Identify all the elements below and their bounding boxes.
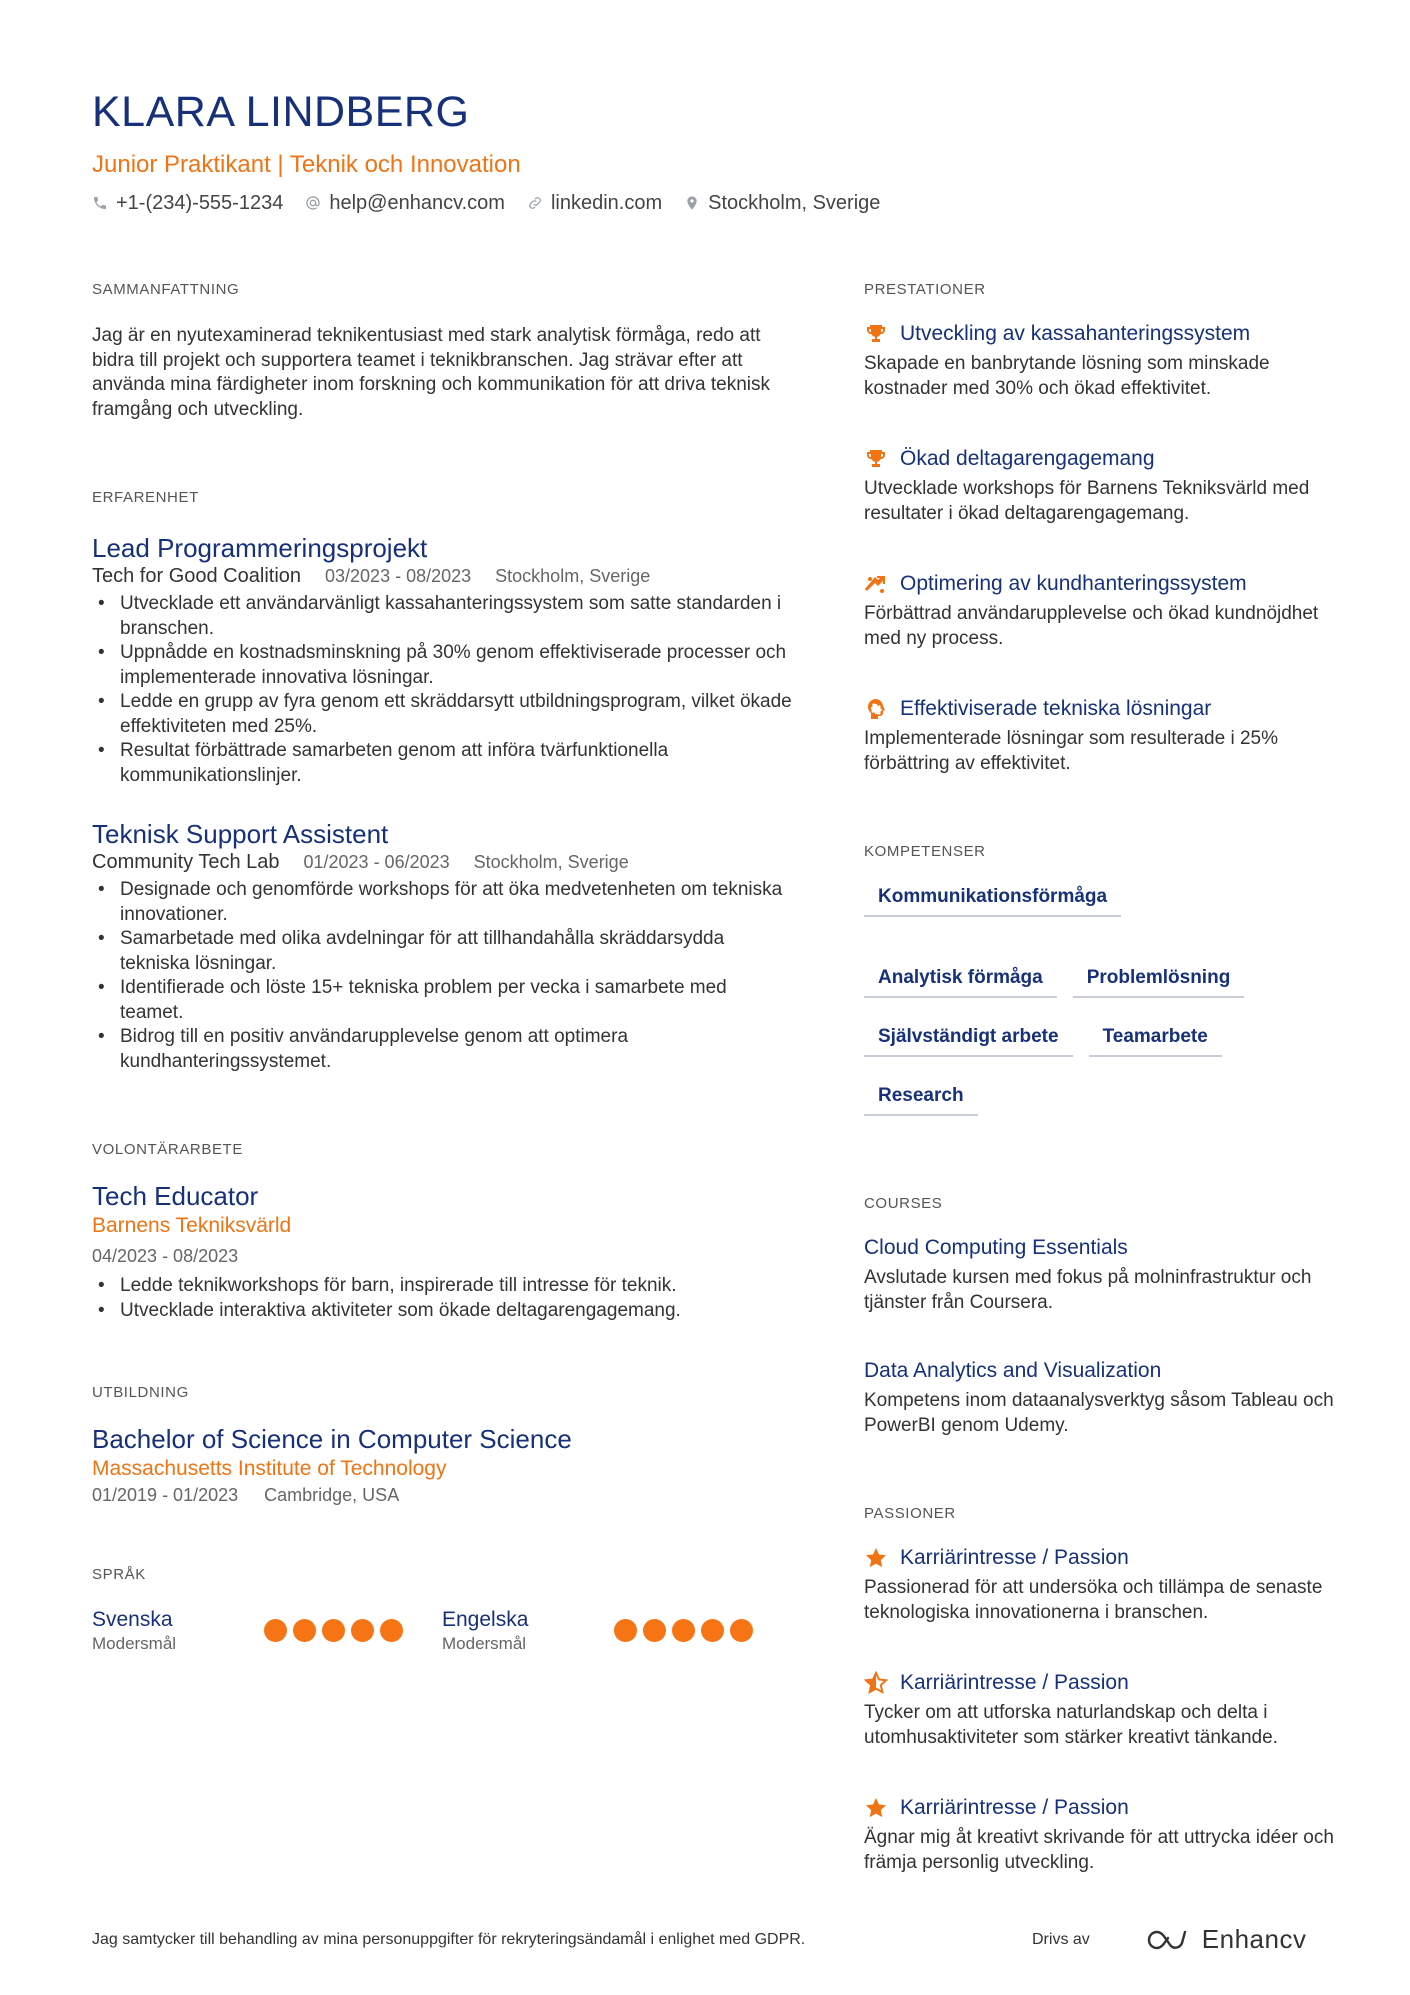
powered-by-label: Drivs av <box>1032 1930 1090 1948</box>
bullet-item: • Resultat förbättrade samarbeten genom att införa tvärfunktionella kommunikationslinjer. <box>92 739 792 788</box>
experience-meta <box>92 850 792 874</box>
bullet-item: • Identifierade och löste 15+ tekniska problem per vecka i samarbete med teamet. <box>92 976 792 1025</box>
optimize-icon <box>864 572 888 596</box>
candidate-name: KLARA LINDBERG <box>92 88 470 136</box>
summary-section <box>92 280 792 422</box>
passion-desc: Tycker om att utforska naturlandskap och delta i utomhusaktiviteter som stärker kreativt tänkande. <box>864 1702 1278 1748</box>
skill-tag: Research <box>864 1079 978 1116</box>
achievement-title: Utveckling av kassahanteringssystem <box>900 322 1251 345</box>
achievement-desc: Utvecklade workshops för Barnens Tekniksvärld med resultater i ökad deltagarengagemang. <box>864 478 1310 524</box>
enhancv-logo[interactable] <box>1146 1924 1307 1955</box>
course-desc: Kompetens inom dataanalysverktyg såsom Tableau och PowerBI genom Udemy. <box>864 1390 1334 1436</box>
rating-dot <box>380 1619 403 1642</box>
experience-section <box>92 488 792 1074</box>
course-item <box>864 1357 1334 1438</box>
languages-section <box>92 1565 792 1655</box>
course-title: Data Analytics and Visualization <box>864 1359 1162 1382</box>
achievement-item <box>864 570 1334 651</box>
bullet-item: • Samarbetade med olika avdelningar för att tillhandahålla skräddarsydda tekniska lösningar. <box>92 927 792 976</box>
contact-phone[interactable] <box>92 190 283 216</box>
language-text <box>92 1607 264 1655</box>
experience-location: Stockholm, Sverige <box>495 566 651 586</box>
rating-dot <box>322 1619 345 1642</box>
language-rating <box>614 1619 753 1642</box>
bullet-item: • Ledde en grupp av fyra genom ett skräddarsytt utbildningsprogram, vilket ökade effektiviteten med 25%. <box>92 690 792 739</box>
rating-dot <box>614 1619 637 1642</box>
section-title-volunteer: VOLONTÄRARBETE <box>92 1141 243 1158</box>
language-item <box>92 1607 442 1655</box>
rating-dot <box>701 1619 724 1642</box>
enhancv-logo-mark-icon <box>1146 1928 1192 1952</box>
head-gear-icon <box>864 697 888 721</box>
volunteer-section <box>92 1140 792 1323</box>
skills-section <box>864 842 1334 1116</box>
volunteer-role: Tech Educator <box>92 1181 259 1211</box>
skills-list <box>864 880 1324 1116</box>
phone-text: +1-(234)-555-1234 <box>116 192 284 214</box>
section-title-summary: SAMMANFATTNING <box>92 281 240 298</box>
experience-role: Lead Programmeringsprojekt <box>92 533 428 563</box>
footer <box>92 1924 1322 1955</box>
skill-tag: Kommunikationsförmåga <box>864 880 1121 917</box>
skill-tag: Problemlösning <box>1073 961 1245 998</box>
linkedin-text: linkedin.com <box>550 192 663 214</box>
half-star-icon <box>864 1671 888 1695</box>
experience-company: Tech for Good Coalition <box>92 565 302 587</box>
contact-linkedin[interactable] <box>527 190 662 216</box>
resume-header <box>92 86 1322 216</box>
passion-item <box>864 1669 1334 1750</box>
section-title-languages: SPRÅK <box>92 1566 146 1583</box>
bullet-item: • Bidrog till en positiv användarupplevelse genom att optimera kundhanteringssystemet. <box>92 1025 792 1074</box>
achievement-head <box>864 695 1334 723</box>
passion-desc: Ägnar mig åt kreativt skrivande för att uttrycka idéer och främja personlig utveckling. <box>864 1827 1334 1873</box>
education-meta <box>92 1483 792 1507</box>
left-column <box>92 280 792 1655</box>
education-location: Cambridge, USA <box>264 1485 400 1505</box>
education-school: Massachusetts Institute of Technology <box>92 1457 447 1480</box>
skill-tag: Teamarbete <box>1089 1020 1222 1057</box>
section-title-achievements: PRESTATIONER <box>864 281 986 298</box>
passion-head <box>864 1794 1334 1822</box>
rating-dot <box>351 1619 374 1642</box>
rating-dot <box>643 1619 666 1642</box>
passion-title: Karriärintresse / Passion <box>900 1796 1129 1819</box>
achievement-item <box>864 695 1334 776</box>
achievement-title: Ökad deltagarengagemang <box>900 447 1155 470</box>
language-rating <box>264 1619 403 1642</box>
passion-title: Karriärintresse / Passion <box>900 1671 1129 1694</box>
brand-name: Enhancv <box>1201 1924 1307 1954</box>
bullet-item: • Uppnådde en kostnadsminskning på 30% genom effektiviserade processer och implementerade innovativa lösningar. <box>92 641 792 690</box>
location-text: Stockholm, Sverige <box>708 192 881 214</box>
language-name: Svenska <box>92 1608 173 1631</box>
bullet-item: • Designade och genomförde workshops för att öka medvetenheten om tekniska innovationer. <box>92 878 792 927</box>
language-item <box>442 1607 792 1655</box>
email-text: help@enhancv.com <box>329 192 505 214</box>
bullet-item: • Ledde teknikworkshops för barn, inspirerade till intresse för teknik. <box>92 1274 792 1299</box>
rating-dot <box>730 1619 753 1642</box>
course-item <box>864 1234 1334 1315</box>
passion-title: Karriärintresse / Passion <box>900 1546 1129 1569</box>
at-icon <box>305 195 321 211</box>
experience-item <box>92 818 792 1074</box>
language-level: Modersmål <box>442 1634 527 1653</box>
section-title-experience: ERFARENHET <box>92 489 199 506</box>
phone-icon <box>92 195 108 211</box>
language-name: Engelska <box>442 1608 529 1631</box>
volunteer-bullets <box>92 1274 792 1323</box>
achievement-title: Effektiviserade tekniska lösningar <box>900 697 1212 720</box>
gdpr-consent-text: Jag samtycker till behandling av mina personuppgifter för rekryteringsändamål i enlighet med GDPR. <box>92 1930 806 1948</box>
achievement-desc: Förbättrad användarupplevelse och ökad kundnöjdhet med ny process. <box>864 603 1319 649</box>
experience-dates: 01/2023 - 06/2023 <box>303 852 450 872</box>
achievement-title: Optimering av kundhanteringssystem <box>900 572 1247 595</box>
volunteer-org: Barnens Tekniksvärld <box>92 1214 292 1237</box>
experience-item <box>92 532 792 788</box>
achievement-desc: Implementerade lösningar som resulterade i 25% förbättring av effektivitet. <box>864 728 1278 774</box>
contact-email[interactable] <box>305 190 505 216</box>
passions-section <box>864 1504 1334 1875</box>
education-degree: Bachelor of Science in Computer Science <box>92 1424 572 1454</box>
section-title-passions: PASSIONER <box>864 1505 956 1522</box>
courses-section <box>864 1194 1334 1438</box>
language-level: Modersmål <box>92 1634 177 1653</box>
language-text <box>442 1607 614 1655</box>
achievement-item <box>864 445 1334 526</box>
location-pin-icon <box>684 195 700 211</box>
bullet-item: • Utvecklade ett användarvänligt kassahanteringssystem som satte standarden i branschen. <box>92 592 792 641</box>
languages-list <box>92 1607 792 1655</box>
star-icon <box>864 1796 888 1820</box>
experience-bullets <box>92 592 792 788</box>
skill-tag: Analytisk förmåga <box>864 961 1057 998</box>
summary-text: Jag är en nyutexaminerad teknikentusiast med stark analytisk förmåga, redo att bidra till projekt och supportera teamet i teknikbranschen. Jag strävar efter att använda mina färdigheter inom forskning och kommunikation för att driva teknisk framgång och utveckling. <box>92 325 771 420</box>
section-title-skills: KOMPETENSER <box>864 843 986 860</box>
contact-bar <box>92 190 1322 216</box>
passion-head <box>864 1669 1334 1697</box>
experience-meta <box>92 564 792 588</box>
education-dates: 01/2019 - 01/2023 <box>92 1485 239 1505</box>
passion-desc: Passionerad för att undersöka och tillämpa de senaste teknologiska innovationerna i branschen. <box>864 1577 1323 1623</box>
experience-company: Community Tech Lab <box>92 851 280 873</box>
course-desc: Avslutade kursen med fokus på molninfrastruktur och tjänster från Coursera. <box>864 1267 1312 1313</box>
experience-bullets <box>92 878 792 1074</box>
achievements-section <box>864 280 1334 776</box>
achievement-head <box>864 445 1334 473</box>
passion-head <box>864 1544 1334 1572</box>
experience-role: Teknisk Support Assistent <box>92 819 389 849</box>
right-column <box>864 280 1334 1875</box>
trophy-icon <box>864 447 888 471</box>
achievement-head <box>864 570 1334 598</box>
rating-dot <box>264 1619 287 1642</box>
candidate-headline: Junior Praktikant | Teknik och Innovation <box>92 151 521 178</box>
link-icon <box>527 195 543 211</box>
contact-location <box>684 190 880 216</box>
trophy-icon <box>864 322 888 346</box>
course-title: Cloud Computing Essentials <box>864 1236 1128 1259</box>
achievement-head <box>864 320 1334 348</box>
rating-dot <box>293 1619 316 1642</box>
achievement-item <box>864 320 1334 401</box>
achievement-desc: Skapade en banbrytande lösning som minskade kostnader med 30% och ökad effektivitet. <box>864 353 1270 399</box>
rating-dot <box>672 1619 695 1642</box>
bullet-item: • Utvecklade interaktiva aktiviteter som ökade deltagarengagemang. <box>92 1299 792 1324</box>
skill-tag: Självständigt arbete <box>864 1020 1073 1057</box>
experience-location: Stockholm, Sverige <box>473 852 629 872</box>
passion-item <box>864 1794 1334 1875</box>
passion-item <box>864 1544 1334 1625</box>
section-title-education: UTBILDNING <box>92 1384 189 1401</box>
star-icon <box>864 1546 888 1570</box>
education-section <box>92 1383 792 1507</box>
volunteer-dates: 04/2023 - 08/2023 <box>92 1246 239 1266</box>
experience-dates: 03/2023 - 08/2023 <box>325 566 472 586</box>
section-title-courses: COURSES <box>864 1195 943 1212</box>
